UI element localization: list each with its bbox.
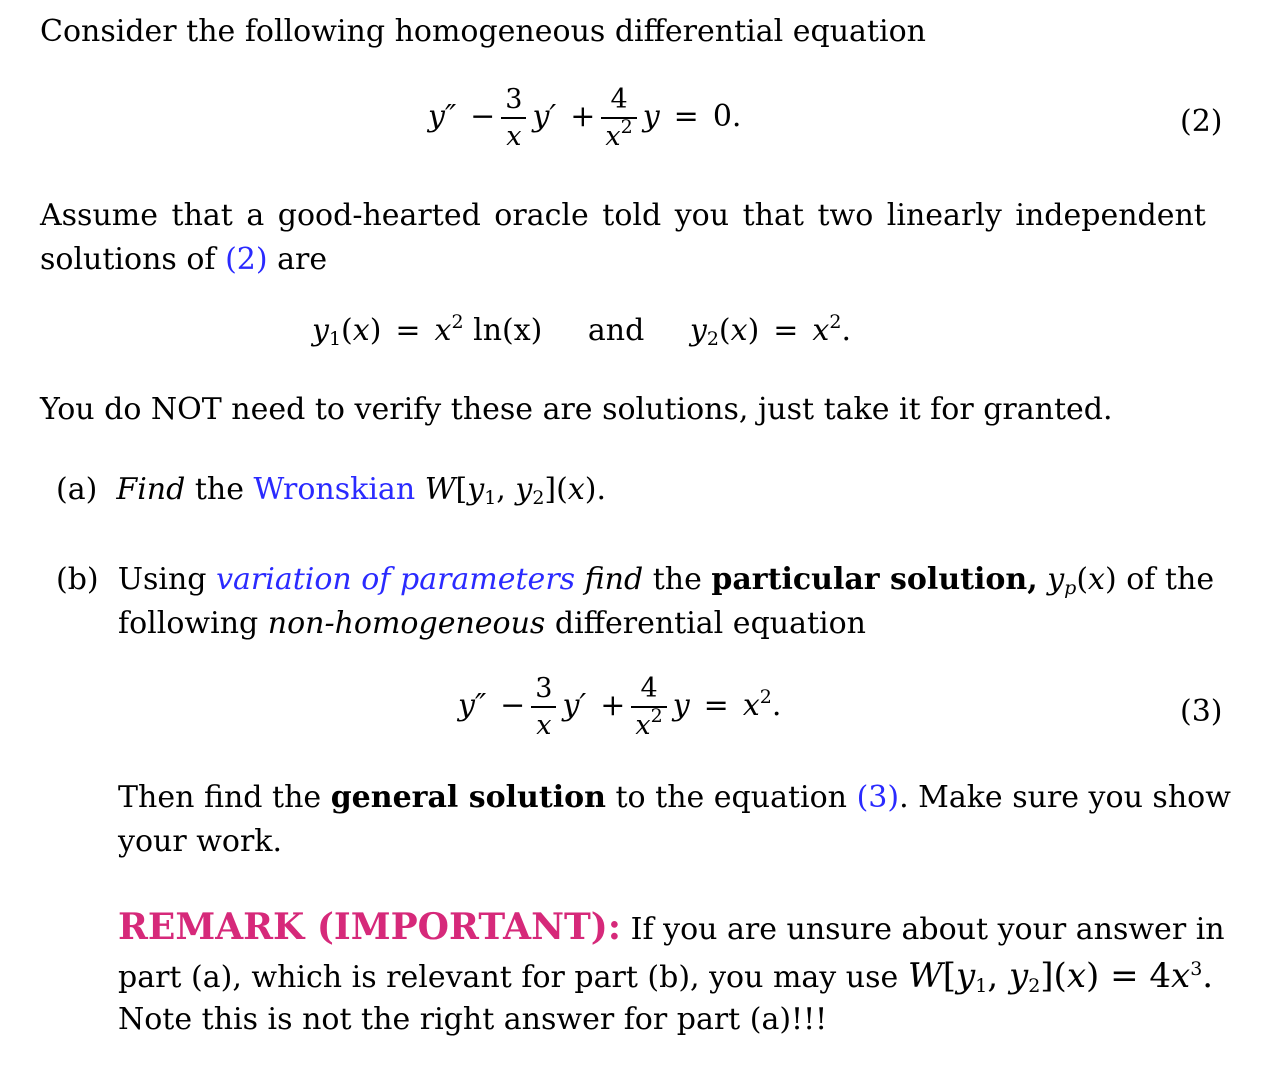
part-b-line-2 [118, 606, 866, 641]
then-line-1 [118, 780, 1231, 815]
remark-line-2 [118, 956, 1213, 996]
eq2-frac1-num: 3 [501, 84, 526, 119]
remark-text-1: If you are unsure about your answer in [630, 912, 1225, 947]
then-a: Then find the [118, 780, 322, 815]
equation-3-ref-link[interactable]: (3) [856, 780, 900, 815]
remark-line-1 [118, 906, 1225, 948]
particular-solution: particular solution, [711, 562, 1038, 597]
variation-of-parameters-link[interactable]: variation of parameters [216, 562, 576, 597]
part-a-the: the [194, 472, 244, 507]
part-b-diffeq: differential equation [554, 606, 867, 641]
eq2-frac2-num: 4 [601, 84, 636, 119]
then-c: . Make sure you show [899, 780, 1231, 815]
wronskian-expression: $W[y_1$, $y_2](x)$. [424, 472, 607, 509]
y2-rhs: . [841, 313, 851, 348]
not-verify-text: You do NOT need to verify these are solutions, just take it for granted. [40, 392, 1113, 427]
yp-expression: $y_p(x)$ [1047, 562, 1117, 599]
general-solution: general solution [330, 780, 606, 815]
part-b-line-1 [56, 562, 1214, 597]
oracle-line2-a: solutions of [40, 242, 216, 277]
part-b-find: find [584, 562, 644, 597]
part-b-using: Using [117, 562, 207, 597]
remark-text-2: part (a), which is relevant for part (b), you may use [118, 960, 899, 995]
then-line-2: your work. [118, 824, 283, 859]
y1-rhs: ln(x) [473, 313, 543, 348]
solutions-equation: $y_1(x) = x^2$ ln(x) and $y_2(x) = x^2$. [312, 311, 851, 350]
oracle-line-1: Assume that a good-hearted oracle told you that two linearly independent [40, 198, 1206, 233]
remark-line-3: Note this is not the right answer for part (a)!!! [118, 1002, 828, 1037]
part-b-label: (b) [56, 562, 99, 597]
eq2-frac2-den: x [605, 121, 621, 153]
equation-3-number: (3) [1180, 694, 1223, 729]
wronskian-link[interactable]: Wronskian [253, 472, 416, 507]
and-word: and [587, 313, 645, 348]
oracle-line-2 [40, 242, 327, 277]
eq2-rhs: 0. [712, 99, 742, 135]
part-b-the: the [652, 562, 702, 597]
part-a [56, 472, 606, 507]
eq3-frac1-num: 3 [531, 673, 556, 708]
eq3-frac2-num: 4 [631, 673, 666, 708]
intro-text: Consider the following homogeneous differential equation [40, 14, 926, 49]
part-a-label: (a) [56, 472, 98, 507]
part-b-of-the: of the [1126, 562, 1215, 597]
then-b: to the equation [615, 780, 848, 815]
equation-2-number: (2) [1180, 104, 1223, 139]
eq3-frac1-den: x [536, 710, 552, 742]
part-b-following: following [118, 606, 259, 641]
equation-3: y″ − $\frac{3}{x}$ y′ + $\frac{4}{x^2}$ $y = x^2$. [458, 673, 782, 742]
equation-2: y″ − $\frac{3}{x}$ y′ + $\frac{4}{x^2}$ y = 0. [428, 84, 742, 153]
eq2-frac1-den: x [506, 121, 522, 153]
remark-wronskian-expression: $W[y_1$, $y_2](x) = 4x^3$. [907, 956, 1214, 997]
equation-2-ref-link[interactable]: (2) [225, 242, 268, 277]
oracle-line2-b: are [277, 242, 328, 277]
remark-label: REMARK (IMPORTANT): [118, 906, 622, 948]
eq3-frac2-den: x [635, 710, 651, 742]
part-a-find: Find [116, 472, 186, 507]
non-homogeneous-word: non-homogeneous [267, 606, 546, 641]
